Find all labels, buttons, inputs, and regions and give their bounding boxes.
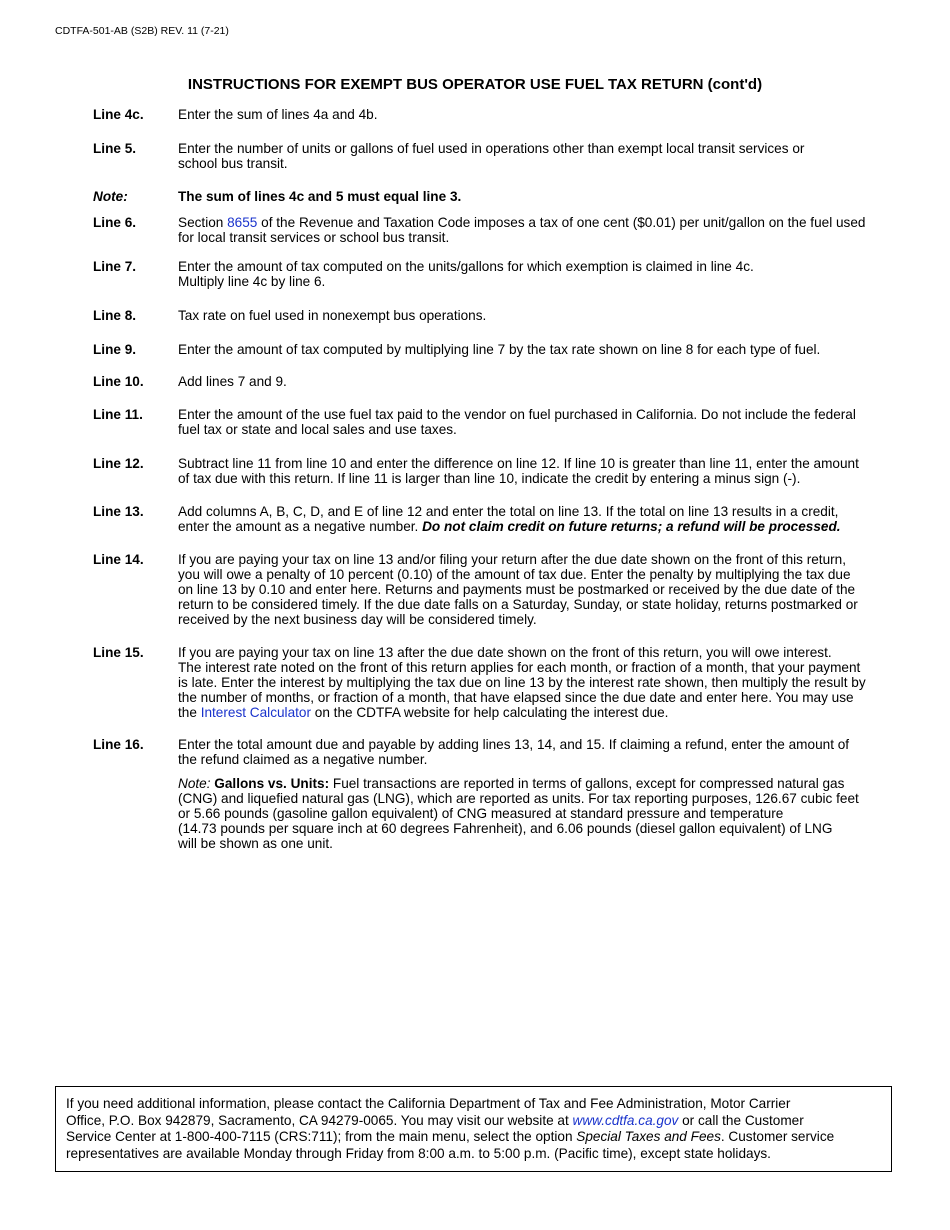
- line-label: Line 10.: [93, 374, 144, 389]
- line-text: enter the amount as a negative number.: [178, 519, 423, 534]
- line-text: Subtract line 11 from line 10 and enter the difference on line 12. If line 10 is greater than line 11, enter the amount: [178, 456, 859, 471]
- line-text: Enter the sum of lines 4a and 4b.: [178, 107, 378, 122]
- footer-text: . Customer service: [720, 1129, 835, 1144]
- line-label: Line 14.: [93, 552, 144, 567]
- note-label: Note:: [178, 776, 211, 791]
- footer-text: or call the Customer: [678, 1112, 804, 1128]
- line-text: the number of months, or fraction of a month, that have elapsed since the due date and enter here. You may use: [178, 690, 854, 705]
- line-text: fuel tax or state and local sales and use taxes.: [178, 422, 457, 437]
- line-text: is late. Enter the interest by multiplying the tax due on line 13 by the interest rate shown, then multiply the result by: [178, 675, 866, 690]
- line-text: Enter the amount of the use fuel tax paid to the vendor on fuel purchased in California. Do not include the federal: [178, 407, 856, 422]
- line-text: The interest rate noted on the front of this return applies for each month, or fraction of a month, that your payment: [178, 660, 861, 675]
- line-label: Line 11.: [93, 407, 143, 422]
- footer-text: representatives are available Monday through Friday from 8:00 a.m. to 5:00 p.m. (Pacific time), except state holidays.: [66, 1145, 771, 1161]
- line-text: school bus transit.: [178, 156, 288, 171]
- line-text: Enter the total amount due and payable by adding lines 13, 14, and 15. If claiming a refund, enter the amount of: [178, 737, 850, 752]
- line-text: on the CDTFA website for help calculating the interest due.: [311, 705, 669, 720]
- line-text: received by the next business day will be considered timely.: [178, 612, 537, 627]
- footer-text: If you need additional information, please contact the California Department of Tax and Fee Administration, Motor Carrier: [66, 1096, 791, 1111]
- line-label: Line 5.: [93, 141, 137, 156]
- line-label: Line 15.: [93, 645, 144, 660]
- line-text: on line 13 by 0.10 and enter here. Returns and payments must be postmarked or received by the due date of the: [178, 582, 856, 597]
- footer-text: Service Center at 1-800-400-7115 (CRS:711); from the main menu, select the option: [66, 1129, 577, 1144]
- units-note-heading: Gallons vs. Units:: [214, 776, 330, 791]
- line-label: Line 13.: [93, 504, 144, 519]
- line-label: Line 6.: [93, 215, 137, 230]
- line-label: Line 7.: [93, 259, 137, 274]
- line-text: of tax due with this return. If line 11 is larger than line 10, indicate the credit by entering a minus sign (-).: [178, 471, 801, 486]
- line-text: Enter the amount of tax computed by multiplying line 7 by the tax rate shown on line 8 for each type of fuel.: [178, 342, 821, 357]
- line-text: the refund claimed as a negative number.: [178, 752, 428, 767]
- line-text: return to be considered timely. If the due date falls on a Saturday, Sunday, or state holiday, returns postmarked or: [178, 597, 858, 612]
- note-label: Note:: [93, 189, 128, 204]
- line-label: Line 12.: [93, 456, 144, 471]
- interest-calculator-link[interactable]: Interest Calculator: [200, 705, 311, 720]
- refund-emphasis: Do not claim credit on future returns; a refund will be processed.: [422, 519, 841, 534]
- footer-text: Office, P.O. Box 942879, Sacramento, CA 94279-0065. You may visit our website at: [66, 1112, 573, 1128]
- line-label: Line 9.: [93, 342, 137, 357]
- website-link[interactable]: www.cdtfa.ca.gov: [572, 1112, 679, 1128]
- note-text: The sum of lines 4c and 5 must equal line 3.: [178, 189, 462, 204]
- line-text: for local transit services or school bus transit.: [178, 230, 450, 245]
- line-text: If you are paying your tax on line 13 after the due date shown on the front of this return, you will owe interest.: [178, 645, 832, 660]
- line-text: Section: [178, 215, 228, 230]
- units-note-text: (CNG) and liquefied natural gas (LNG), which are reported as units. For tax reporting purposes, 126.67 cubic feet: [178, 791, 859, 806]
- line-text: Add columns A, B, C, D, and E of line 12 and enter the total on line 13. If the total on line 13 results in a credit,: [178, 504, 839, 519]
- contact-info-box: [55, 1086, 892, 1172]
- line-text: Add lines 7 and 9.: [178, 374, 287, 389]
- line-text: you will owe a penalty of 10 percent (0.10) of the amount of tax due. Enter the penalty by multiplying the tax due: [178, 567, 851, 582]
- units-note-text: (14.73 pounds per square inch at 60 degrees Fahrenheit), and 6.06 pounds (diesel gallon equivalent) of LNG: [178, 821, 833, 836]
- line-text: Enter the amount of tax computed on the units/gallons for which exemption is claimed in line 4c.: [178, 259, 754, 274]
- line-text: If you are paying your tax on line 13 and/or filing your return after the due date shown on the front of this return,: [178, 552, 847, 567]
- form-id: CDTFA-501-AB (S2B) REV. 11 (7-21): [55, 25, 229, 37]
- section-8655-link[interactable]: 8655: [227, 215, 258, 230]
- units-note-text: Fuel transactions are reported in terms of gallons, except for compressed natural gas: [329, 776, 845, 791]
- line-text: Enter the number of units or gallons of fuel used in operations other than exempt local transit services or: [178, 141, 805, 156]
- menu-option-name: Special Taxes and Fees: [576, 1129, 721, 1144]
- line-text: Multiply line 4c by line 6.: [178, 274, 326, 289]
- line-label: Line 16.: [93, 737, 144, 752]
- line-text: the: [178, 705, 201, 720]
- line-label: Line 8.: [93, 308, 137, 323]
- page-title: INSTRUCTIONS FOR EXEMPT BUS OPERATOR USE FUEL TAX RETURN (cont'd): [187, 76, 763, 93]
- units-note-text: or 5.66 pounds (gasoline gallon equivalent) of CNG measured at standard pressure and temperature: [178, 806, 784, 821]
- line-label: Line 4c.: [93, 107, 144, 122]
- units-note-text: will be shown as one unit.: [178, 836, 333, 851]
- line-text: Tax rate on fuel used in nonexempt bus operations.: [178, 308, 487, 323]
- line-text: of the Revenue and Taxation Code imposes a tax of one cent ($0.01) per unit/gallon on the fuel used: [257, 215, 866, 230]
